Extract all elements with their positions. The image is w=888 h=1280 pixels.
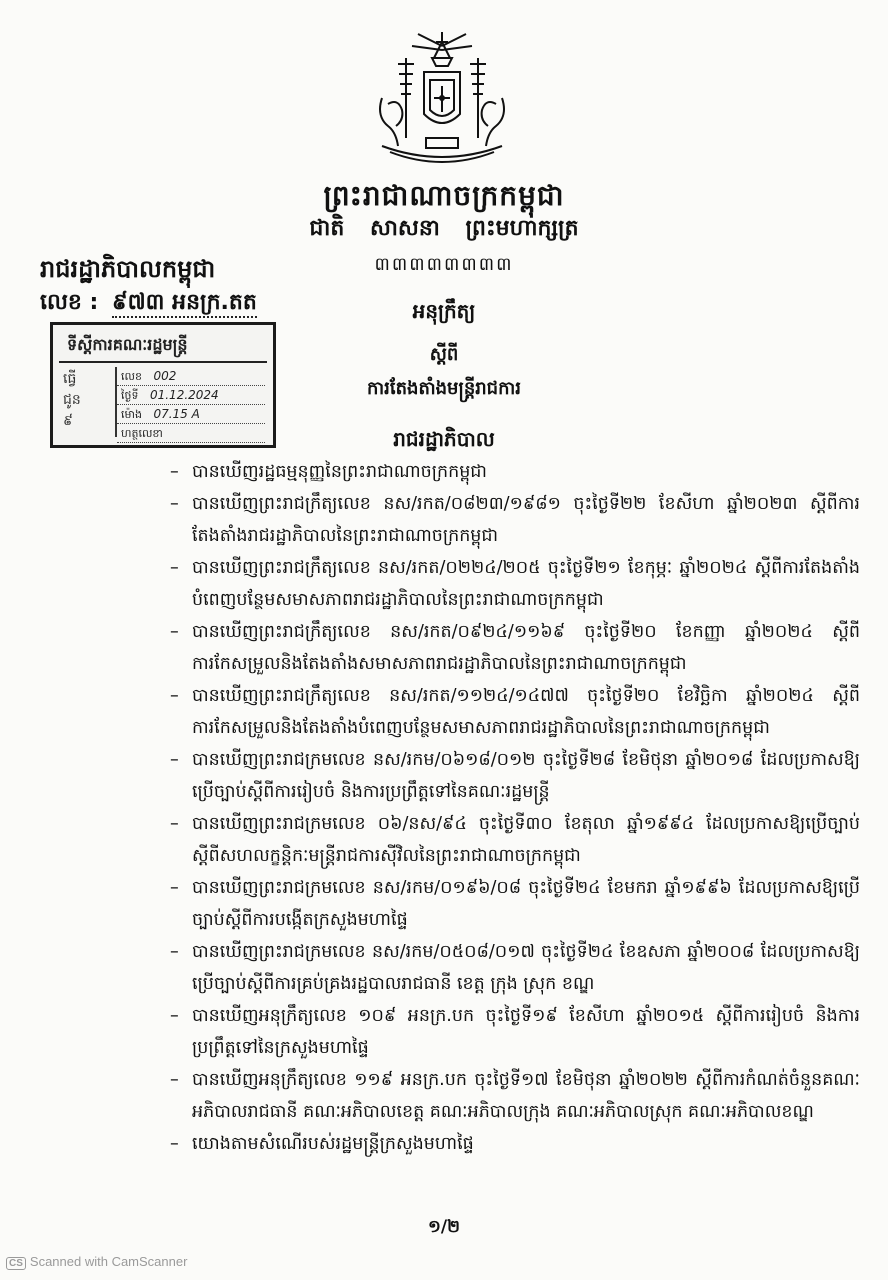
list-item: – បានឃើញព្រះរាជក្រមលេខ នស/រកម/០៦១៨/០១២ ចុះថ្ងៃទី២៨ ខែមិថុនា ឆ្នាំ២០១៨ ដែលប្រកាសឱ្យប្រើច្បាប់ស្តីពីការរៀបចំ និងការប្រព្រឹត្តទៅនៃគណៈរដ្ឋមន្ត្រី	[170, 744, 860, 808]
document-subject: ការតែងតាំងមន្ត្រីរាជការ	[367, 378, 521, 399]
document-type: អនុក្រឹត្យ	[412, 299, 476, 323]
scanner-text: Scanned with CamScanner	[29, 1254, 188, 1269]
royal-coat-of-arms-icon	[368, 28, 516, 168]
kingdom-title: ព្រះរាជាណាចក្រកម្ពុជា	[323, 179, 565, 212]
list-item: – បានឃើញអនុក្រឹត្យលេខ ១០៩ អនក្រ.បក ចុះថ្ងៃទី១៩ ខែសីហា ឆ្នាំ២០១៥ ស្តីពីការរៀបចំ និងការប្រព្រឹត្តទៅនៃក្រសួងមហាផ្ទៃ	[170, 1000, 860, 1064]
ornament-divider: ៣៣៣៣៣៣៣៣	[374, 254, 514, 275]
list-item: – បានឃើញព្រះរាជក្រឹត្យលេខ នស/រកត/០៨២៣/១៩៨១ ចុះថ្ងៃទី២២ ខែសីហា ឆ្នាំ២០២៣ ស្តីពីការតែងតាំងរាជរដ្ឋាភិបាលនៃព្រះរាជាណាចក្រកម្ពុជា	[170, 488, 860, 552]
authority-heading: រាជរដ្ឋាភិបាល	[393, 427, 495, 451]
stamp-row: ថ្ងៃទី 01.12.2024	[117, 386, 265, 405]
reference-value: ៩៧៣ អនក្រ.តត	[112, 290, 257, 318]
list-item: – បានឃើញព្រះរាជក្រមលេខ ០៦/នស/៩៤ ចុះថ្ងៃទី៣០ ខែតុលា ឆ្នាំ១៩៩៤ ដែលប្រកាសឱ្យប្រើច្បាប់ស្តីពីសហលក្ខន្តិកៈមន្ត្រីរាជការស៊ីវិលនៃព្រះរាជាណាចក្រកម្ពុជា	[170, 808, 860, 872]
scanner-watermark	[6, 1254, 187, 1270]
handwritten-value: 01.12.2024	[149, 388, 219, 402]
list-item: – យោងតាមសំណើរបស់រដ្ឋមន្ត្រីក្រសួងមហាផ្ទៃ	[170, 1128, 860, 1160]
issuing-authority: រាជរដ្ឋាភិបាលកម្ពុជា	[40, 255, 216, 283]
list-item: – បានឃើញព្រះរាជក្រឹត្យលេខ នស/រកត/១១២៤/១៤៧៧ ចុះថ្ងៃទី២០ ខែវិច្ឆិកា ឆ្នាំ២០២៤ ស្តីពីការកែសម្រួលនិងតែងតាំងបំពេញបន្ថែមសមាសភាពរាជរដ្ឋាភិបាលនៃព្រះរាជាណាចក្រកម្ពុជា	[170, 680, 860, 744]
list-item: – បានឃើញព្រះរាជក្រឹត្យលេខ នស/រកត/០២២៤/២០៥ ចុះថ្ងៃទី២១ ខែកុម្ភៈ ឆ្នាំ២០២៤ ស្តីពីការតែងតាំងបំពេញបន្ថែមសមាសភាពរាជរដ្ឋាភិបាលនៃព្រះរាជាណាចក្រកម្ពុជា	[170, 552, 860, 616]
list-item: – បានឃើញព្រះរាជក្រឹត្យលេខ នស/រកត/០៩២៤/១១៦៩ ចុះថ្ងៃទី២០ ខែកញ្ញា ឆ្នាំ២០២៤ ស្តីពីការកែសម្រួលនិងតែងតាំងសមាសភាពរាជរដ្ឋាភិបាលនៃព្រះរាជាណាចក្រកម្ពុជា	[170, 616, 860, 680]
handwritten-value: 07.15 A	[153, 407, 200, 421]
about-label: ស្តីពី	[429, 344, 459, 365]
list-item: – បានឃើញរដ្ឋធម្មនុញ្ញនៃព្រះរាជាណាចក្រកម្ពុជា	[170, 456, 860, 488]
reference-label: លេខ :	[40, 290, 99, 315]
national-motto: ជាតិ សាសនា ព្រះមហាក្សត្រ	[309, 216, 579, 241]
stamp-title: ទីស្តីការគណៈរដ្ឋមន្ត្រី	[59, 331, 267, 363]
preamble-clauses	[170, 456, 860, 1160]
list-item: – បានឃើញព្រះរាជក្រមលេខ នស/រកម/០៥០៨/០១៧ ចុះថ្ងៃទី២៤ ខែឧសភា ឆ្នាំ២០០៨ ដែលប្រកាសឱ្យប្រើច្បាប់ស្តីពីការគ្រប់គ្រងរដ្ឋបាលរាជធានី ខេត្ត ក្រុង ស្រុក ខណ្ឌ	[170, 936, 860, 1000]
stamp-row: លេខ 002	[117, 367, 265, 386]
stamp-mark: ធ្វើ ជូន ៩	[63, 371, 81, 429]
handwritten-value: 002	[153, 369, 177, 383]
stamp-row: ម៉ោង 07.15 A	[117, 405, 265, 424]
list-item: – បានឃើញព្រះរាជក្រមលេខ នស/រកម/០១៩៦/០៨ ចុះថ្ងៃទី២៤ ខែមករា ឆ្នាំ១៩៩៦ ដែលប្រកាសឱ្យប្រើច្បាប់ស្តីពីការបង្កើតក្រសួងមហាផ្ទៃ	[170, 872, 860, 936]
stamp-row: ហត្ថលេខា	[117, 424, 265, 443]
list-item: – បានឃើញអនុក្រឹត្យលេខ ១១៩ អនក្រ.បក ចុះថ្ងៃទី១៧ ខែមិថុនា ឆ្នាំ២០២២ ស្តីពីការកំណត់ចំនួនគណៈអភិបាលរាជធានី គណៈអភិបាលខេត្ត គណៈអភិបាលក្រុង គណៈអភិបាលស្រុក គណៈអភិបាលខណ្ឌ	[170, 1064, 860, 1128]
camscanner-logo-icon: CS	[6, 1257, 26, 1270]
page-number: ១/២	[428, 1217, 460, 1237]
